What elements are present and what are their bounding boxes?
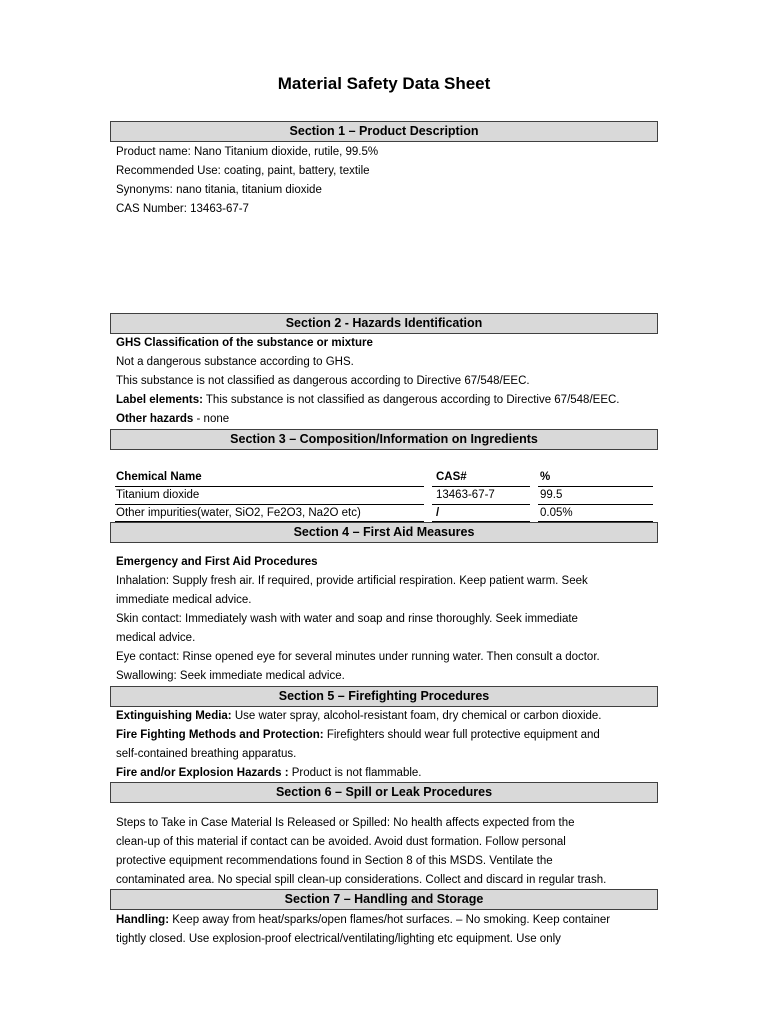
firefighting-methods-label: Fire Fighting Methods and Protection:: [116, 729, 324, 741]
table-rule: [115, 504, 424, 505]
explosion-hazards-label: Fire and/or Explosion Hazards :: [116, 767, 289, 779]
other-hazards-label: Other hazards: [116, 413, 194, 425]
table-rule: [432, 486, 530, 487]
table-cell: /: [436, 507, 440, 519]
ghs-line-1: Not a dangerous substance according to GHS.: [116, 356, 354, 368]
section-5-header: Section 5 – Firefighting Procedures: [110, 686, 658, 707]
firefighting-methods-cont: self-contained breathing apparatus.: [116, 748, 297, 760]
table-rule: [115, 486, 424, 487]
section-2-header: Section 2 - Hazards Identification: [110, 313, 658, 334]
table-header-cas: CAS#: [436, 471, 467, 483]
section-7-header: Section 7 – Handling and Storage: [110, 889, 658, 910]
section-3-header: Section 3 – Composition/Information on Ingredients: [110, 429, 658, 450]
first-aid-heading: Emergency and First Aid Procedures: [116, 556, 318, 568]
recommended-use: Recommended Use: coating, paint, battery, textile: [116, 165, 370, 177]
table-cell: 0.05%: [540, 507, 573, 519]
label-elements-label: Label elements:: [116, 394, 203, 406]
table-rule: [538, 486, 653, 487]
product-name: Product name: Nano Titanium dioxide, rutile, 99.5%: [116, 146, 379, 158]
table-cell: 13463-67-7: [436, 489, 495, 501]
cas-number: CAS Number: 13463-67-7: [116, 203, 249, 215]
handling-label: Handling:: [116, 914, 170, 926]
spill-line: clean-up of this material if contact can be avoided. Avoid dust formation. Follow personal: [116, 836, 566, 848]
ghs-line-2: This substance is not classified as dangerous according to Directive 67/548/EEC.: [116, 375, 530, 387]
table-rule: [432, 504, 530, 505]
spill-line: Steps to Take in Case Material Is Released or Spilled: No health affects expected from the: [116, 817, 575, 829]
handling-text: Keep away from heat/sparks/open flames/hot surfaces. – No smoking. Keep container: [169, 914, 611, 926]
extinguishing-media-text: Use water spray, alcohol-resistant foam, dry chemical or carbon dioxide.: [231, 710, 602, 722]
spill-line: contaminated area. No special spill clean-up considerations. Collect and discard in regular trash.: [116, 874, 607, 886]
table-cell: Titanium dioxide: [116, 489, 200, 501]
ghs-heading: GHS Classification of the substance or mixture: [116, 337, 373, 349]
first-aid-line: Eye contact: Rinse opened eye for several minutes under running water. Then consult a doctor.: [116, 651, 600, 663]
section-6-header: Section 6 – Spill or Leak Procedures: [110, 782, 658, 803]
label-elements: [116, 393, 620, 407]
table-cell: Other impurities(water, SiO2, Fe2O3, Na2O etc): [116, 507, 361, 519]
other-hazards: [116, 412, 229, 426]
table-header-chemical-name: Chemical Name: [116, 471, 202, 483]
firefighting-methods-text: Firefighters should wear full protective equipment and: [323, 729, 600, 741]
explosion-hazards: [116, 766, 422, 780]
handling-cont: tightly closed. Use explosion-proof electrical/ventilating/lighting etc equipment. Use only: [116, 933, 561, 945]
explosion-hazards-text: Product is not flammable.: [288, 767, 422, 779]
table-header-percent: %: [540, 471, 551, 483]
document-title: Material Safety Data Sheet: [277, 74, 491, 93]
extinguishing-media-label: Extinguishing Media:: [116, 710, 232, 722]
table-rule: [538, 504, 653, 505]
section-1-header: Section 1 – Product Description: [110, 121, 658, 142]
first-aid-line: Skin contact: Immediately wash with water and soap and rinse thoroughly. Seek immediate: [116, 613, 578, 625]
first-aid-line: immediate medical advice.: [116, 594, 252, 606]
first-aid-line: Swallowing: Seek immediate medical advice.: [116, 670, 345, 682]
spill-line: protective equipment recommendations found in Section 8 of this MSDS. Ventilate the: [116, 855, 553, 867]
firefighting-methods: [116, 728, 600, 742]
first-aid-line: medical advice.: [116, 632, 196, 644]
handling: [116, 913, 610, 927]
section-4-header: Section 4 – First Aid Measures: [110, 522, 658, 543]
synonyms: Synonyms: nano titania, titanium dioxide: [116, 184, 322, 196]
table-cell: 99.5: [540, 489, 563, 501]
other-hazards-text: - none: [193, 413, 230, 425]
extinguishing-media: [116, 709, 602, 723]
label-elements-text: This substance is not classified as dangerous according to Directive 67/548/EEC.: [202, 394, 620, 406]
first-aid-line: Inhalation: Supply fresh air. If required, provide artificial respiration. Keep patient warm. Seek: [116, 575, 588, 587]
